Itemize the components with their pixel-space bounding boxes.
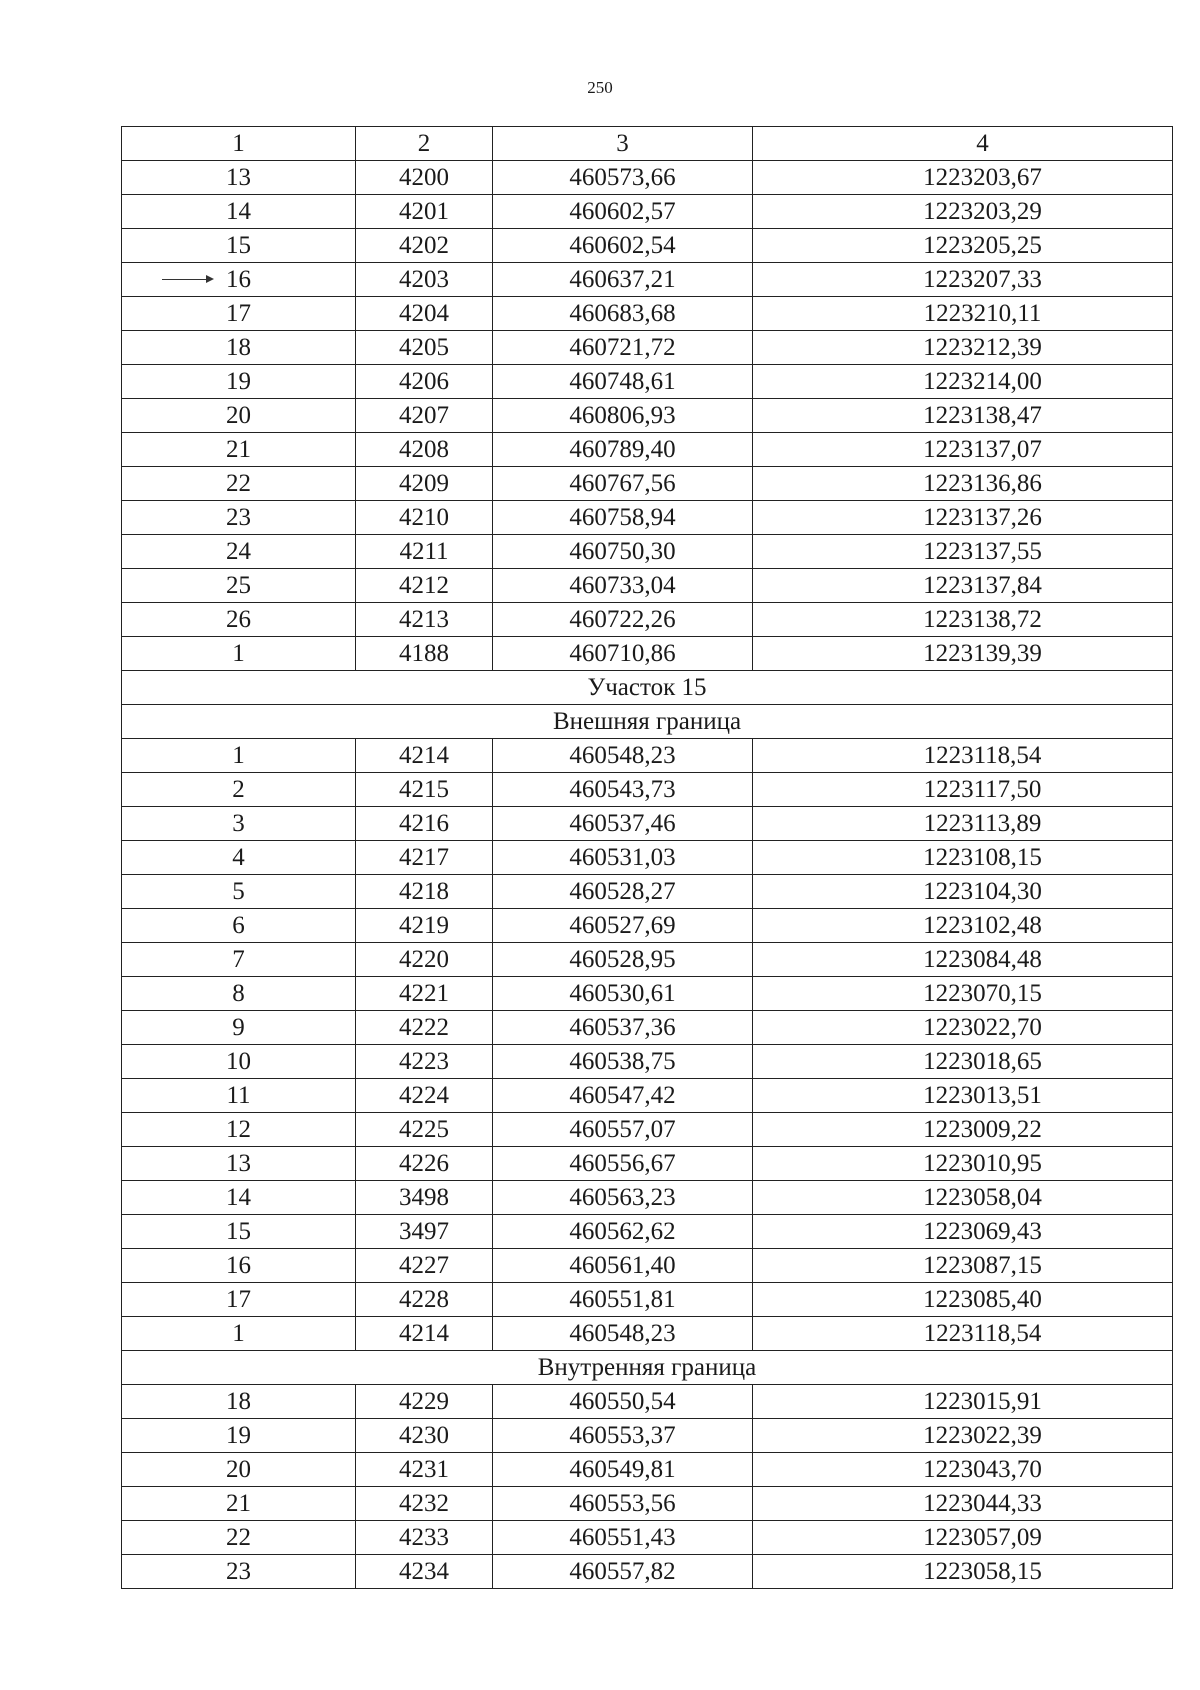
point-number-cell: 6 <box>122 909 356 943</box>
y-coordinate-cell: 1223137,84 <box>753 569 1173 603</box>
x-coordinate-cell: 460528,27 <box>493 875 753 909</box>
x-coordinate-cell: 460537,36 <box>493 1011 753 1045</box>
table-row <box>122 195 1173 229</box>
y-coordinate-cell: 1223058,15 <box>753 1555 1173 1589</box>
point-number-cell: 19 <box>122 1419 356 1453</box>
point-id-cell: 4219 <box>356 909 493 943</box>
y-coordinate-cell: 1223203,29 <box>753 195 1173 229</box>
table-row <box>122 399 1173 433</box>
point-id-cell: 4230 <box>356 1419 493 1453</box>
y-coordinate-cell: 1223102,48 <box>753 909 1173 943</box>
table-row <box>122 1419 1173 1453</box>
header-cell-1: 1 <box>122 127 356 161</box>
header-cell-3: 3 <box>493 127 753 161</box>
point-id-cell: 4218 <box>356 875 493 909</box>
y-coordinate-cell: 1223139,39 <box>753 637 1173 671</box>
point-number-cell: 21 <box>122 433 356 467</box>
point-number-cell: 15 <box>122 1215 356 1249</box>
table-row <box>122 977 1173 1011</box>
point-number-cell: 13 <box>122 161 356 195</box>
x-coordinate-cell: 460537,46 <box>493 807 753 841</box>
section-title: Внутренняя граница <box>122 1351 1173 1385</box>
y-coordinate-cell: 1223085,40 <box>753 1283 1173 1317</box>
x-coordinate-cell: 460789,40 <box>493 433 753 467</box>
x-coordinate-cell: 460548,23 <box>493 1317 753 1351</box>
point-id-cell: 4231 <box>356 1453 493 1487</box>
table-row <box>122 1453 1173 1487</box>
x-coordinate-cell: 460767,56 <box>493 467 753 501</box>
point-number-cell: 1 <box>122 637 356 671</box>
x-coordinate-cell: 460561,40 <box>493 1249 753 1283</box>
point-number-cell: 15 <box>122 229 356 263</box>
x-coordinate-cell: 460637,21 <box>493 263 753 297</box>
point-number-cell: 1 <box>122 739 356 773</box>
point-number-cell: 16 <box>122 1249 356 1283</box>
point-number-cell: 10 <box>122 1045 356 1079</box>
y-coordinate-cell: 1223070,15 <box>753 977 1173 1011</box>
table-row <box>122 807 1173 841</box>
point-id-cell: 4220 <box>356 943 493 977</box>
x-coordinate-cell: 460721,72 <box>493 331 753 365</box>
point-number-cell: 23 <box>122 1555 356 1589</box>
section-title: Участок 15 <box>122 671 1173 705</box>
point-id-cell: 4234 <box>356 1555 493 1589</box>
table-row <box>122 229 1173 263</box>
y-coordinate-cell: 1223136,86 <box>753 467 1173 501</box>
x-coordinate-cell: 460550,54 <box>493 1385 753 1419</box>
table-header-row <box>122 127 1173 161</box>
y-coordinate-cell: 1223137,07 <box>753 433 1173 467</box>
y-coordinate-cell: 1223043,70 <box>753 1453 1173 1487</box>
y-coordinate-cell: 1223018,65 <box>753 1045 1173 1079</box>
table-row <box>122 875 1173 909</box>
section-row <box>122 1351 1173 1385</box>
table-row <box>122 297 1173 331</box>
table-row <box>122 569 1173 603</box>
point-number-cell: 20 <box>122 399 356 433</box>
y-coordinate-cell: 1223009,22 <box>753 1113 1173 1147</box>
point-number-cell: 11 <box>122 1079 356 1113</box>
point-number-cell: 1 <box>122 1317 356 1351</box>
header-cell-4: 4 <box>753 127 1173 161</box>
x-coordinate-cell: 460549,81 <box>493 1453 753 1487</box>
table-row <box>122 263 1173 297</box>
table-row <box>122 1147 1173 1181</box>
point-id-cell: 4211 <box>356 535 493 569</box>
y-coordinate-cell: 1223015,91 <box>753 1385 1173 1419</box>
point-id-cell: 4225 <box>356 1113 493 1147</box>
table-row <box>122 637 1173 671</box>
section-row <box>122 705 1173 739</box>
table-row <box>122 1555 1173 1589</box>
table-row <box>122 841 1173 875</box>
table-row <box>122 501 1173 535</box>
y-coordinate-cell: 1223104,30 <box>753 875 1173 909</box>
table-body <box>122 127 1173 1589</box>
point-id-cell: 4212 <box>356 569 493 603</box>
point-id-cell: 4203 <box>356 263 493 297</box>
table-row <box>122 1317 1173 1351</box>
x-coordinate-cell: 460548,23 <box>493 739 753 773</box>
point-number-cell: 26 <box>122 603 356 637</box>
point-id-cell: 4228 <box>356 1283 493 1317</box>
x-coordinate-cell: 460553,56 <box>493 1487 753 1521</box>
page-number: 250 <box>587 78 613 97</box>
x-coordinate-cell: 460528,95 <box>493 943 753 977</box>
x-coordinate-cell: 460547,42 <box>493 1079 753 1113</box>
x-coordinate-cell: 460683,68 <box>493 297 753 331</box>
table-row <box>122 1045 1173 1079</box>
point-number-cell: 12 <box>122 1113 356 1147</box>
point-id-cell: 4229 <box>356 1385 493 1419</box>
table-row <box>122 1011 1173 1045</box>
x-coordinate-cell: 460750,30 <box>493 535 753 569</box>
table-row <box>122 467 1173 501</box>
point-number-cell: 20 <box>122 1453 356 1487</box>
point-id-cell: 4221 <box>356 977 493 1011</box>
point-id-cell: 4209 <box>356 467 493 501</box>
y-coordinate-cell: 1223138,72 <box>753 603 1173 637</box>
point-number-cell: 23 <box>122 501 356 535</box>
point-number-cell: 16 <box>122 263 356 297</box>
y-coordinate-cell: 1223210,11 <box>753 297 1173 331</box>
x-coordinate-cell: 460543,73 <box>493 773 753 807</box>
y-coordinate-cell: 1223087,15 <box>753 1249 1173 1283</box>
point-id-cell: 4202 <box>356 229 493 263</box>
point-id-cell: 4226 <box>356 1147 493 1181</box>
x-coordinate-cell: 460551,81 <box>493 1283 753 1317</box>
coordinates-table <box>121 126 1173 1589</box>
point-id-cell: 4215 <box>356 773 493 807</box>
y-coordinate-cell: 1223214,00 <box>753 365 1173 399</box>
point-id-cell: 4204 <box>356 297 493 331</box>
x-coordinate-cell: 460531,03 <box>493 841 753 875</box>
y-coordinate-cell: 1223137,26 <box>753 501 1173 535</box>
x-coordinate-cell: 460557,07 <box>493 1113 753 1147</box>
y-coordinate-cell: 1223138,47 <box>753 399 1173 433</box>
table-row <box>122 1521 1173 1555</box>
header-cell-2: 2 <box>356 127 493 161</box>
point-id-cell: 4210 <box>356 501 493 535</box>
point-id-cell: 4200 <box>356 161 493 195</box>
y-coordinate-cell: 1223057,09 <box>753 1521 1173 1555</box>
x-coordinate-cell: 460758,94 <box>493 501 753 535</box>
x-coordinate-cell: 460710,86 <box>493 637 753 671</box>
x-coordinate-cell: 460602,54 <box>493 229 753 263</box>
y-coordinate-cell: 1223022,70 <box>753 1011 1173 1045</box>
point-id-cell: 4232 <box>356 1487 493 1521</box>
y-coordinate-cell: 1223212,39 <box>753 331 1173 365</box>
point-number-cell: 9 <box>122 1011 356 1045</box>
point-id-cell: 4222 <box>356 1011 493 1045</box>
point-number-cell: 5 <box>122 875 356 909</box>
table-row <box>122 1113 1173 1147</box>
y-coordinate-cell: 1223137,55 <box>753 535 1173 569</box>
x-coordinate-cell: 460538,75 <box>493 1045 753 1079</box>
x-coordinate-cell: 460527,69 <box>493 909 753 943</box>
point-id-cell: 4233 <box>356 1521 493 1555</box>
point-id-cell: 4217 <box>356 841 493 875</box>
point-id-cell: 4214 <box>356 739 493 773</box>
y-coordinate-cell: 1223205,25 <box>753 229 1173 263</box>
table-row <box>122 739 1173 773</box>
table-row <box>122 433 1173 467</box>
point-number-cell: 2 <box>122 773 356 807</box>
table-row <box>122 1079 1173 1113</box>
point-number-cell: 14 <box>122 1181 356 1215</box>
y-coordinate-cell: 1223108,15 <box>753 841 1173 875</box>
point-number-cell: 17 <box>122 297 356 331</box>
point-id-cell: 4207 <box>356 399 493 433</box>
x-coordinate-cell: 460563,23 <box>493 1181 753 1215</box>
point-id-cell: 4214 <box>356 1317 493 1351</box>
x-coordinate-cell: 460733,04 <box>493 569 753 603</box>
point-number-cell: 4 <box>122 841 356 875</box>
table-row <box>122 773 1173 807</box>
table-row <box>122 331 1173 365</box>
point-id-cell: 4188 <box>356 637 493 671</box>
point-number-cell: 21 <box>122 1487 356 1521</box>
table-row <box>122 1385 1173 1419</box>
point-id-cell: 4206 <box>356 365 493 399</box>
y-coordinate-cell: 1223010,95 <box>753 1147 1173 1181</box>
point-id-cell: 4227 <box>356 1249 493 1283</box>
point-number-cell: 13 <box>122 1147 356 1181</box>
y-coordinate-cell: 1223044,33 <box>753 1487 1173 1521</box>
table-row <box>122 535 1173 569</box>
point-number-cell: 14 <box>122 195 356 229</box>
section-title: Внешняя граница <box>122 705 1173 739</box>
y-coordinate-cell: 1223022,39 <box>753 1419 1173 1453</box>
point-number-cell: 18 <box>122 331 356 365</box>
point-number-cell: 25 <box>122 569 356 603</box>
x-coordinate-cell: 460806,93 <box>493 399 753 433</box>
point-id-cell: 4213 <box>356 603 493 637</box>
table-row <box>122 1181 1173 1215</box>
table-row <box>122 1283 1173 1317</box>
y-coordinate-cell: 1223058,04 <box>753 1181 1173 1215</box>
point-number-cell: 8 <box>122 977 356 1011</box>
point-id-cell: 4216 <box>356 807 493 841</box>
point-id-cell: 4208 <box>356 433 493 467</box>
y-coordinate-cell: 1223203,67 <box>753 161 1173 195</box>
table-row <box>122 1249 1173 1283</box>
point-number-cell: 24 <box>122 535 356 569</box>
table-row <box>122 365 1173 399</box>
x-coordinate-cell: 460722,26 <box>493 603 753 637</box>
x-coordinate-cell: 460602,57 <box>493 195 753 229</box>
point-id-cell: 4201 <box>356 195 493 229</box>
y-coordinate-cell: 1223084,48 <box>753 943 1173 977</box>
point-id-cell: 4205 <box>356 331 493 365</box>
table-row <box>122 1487 1173 1521</box>
x-coordinate-cell: 460748,61 <box>493 365 753 399</box>
point-id-cell: 4224 <box>356 1079 493 1113</box>
x-coordinate-cell: 460551,43 <box>493 1521 753 1555</box>
table-row <box>122 943 1173 977</box>
table-row <box>122 909 1173 943</box>
y-coordinate-cell: 1223118,54 <box>753 1317 1173 1351</box>
point-number-cell: 22 <box>122 1521 356 1555</box>
table-row <box>122 603 1173 637</box>
point-number-cell: 19 <box>122 365 356 399</box>
point-number-cell: 3 <box>122 807 356 841</box>
x-coordinate-cell: 460553,37 <box>493 1419 753 1453</box>
table-row <box>122 1215 1173 1249</box>
point-id-cell: 3498 <box>356 1181 493 1215</box>
x-coordinate-cell: 460562,62 <box>493 1215 753 1249</box>
point-id-cell: 3497 <box>356 1215 493 1249</box>
y-coordinate-cell: 1223207,33 <box>753 263 1173 297</box>
section-row <box>122 671 1173 705</box>
x-coordinate-cell: 460557,82 <box>493 1555 753 1589</box>
y-coordinate-cell: 1223069,43 <box>753 1215 1173 1249</box>
table-row <box>122 161 1173 195</box>
y-coordinate-cell: 1223013,51 <box>753 1079 1173 1113</box>
point-number-cell: 7 <box>122 943 356 977</box>
x-coordinate-cell: 460556,67 <box>493 1147 753 1181</box>
x-coordinate-cell: 460573,66 <box>493 161 753 195</box>
point-number-cell: 22 <box>122 467 356 501</box>
y-coordinate-cell: 1223117,50 <box>753 773 1173 807</box>
x-coordinate-cell: 460530,61 <box>493 977 753 1011</box>
point-number-cell: 17 <box>122 1283 356 1317</box>
point-id-cell: 4223 <box>356 1045 493 1079</box>
point-number-cell: 18 <box>122 1385 356 1419</box>
y-coordinate-cell: 1223118,54 <box>753 739 1173 773</box>
y-coordinate-cell: 1223113,89 <box>753 807 1173 841</box>
